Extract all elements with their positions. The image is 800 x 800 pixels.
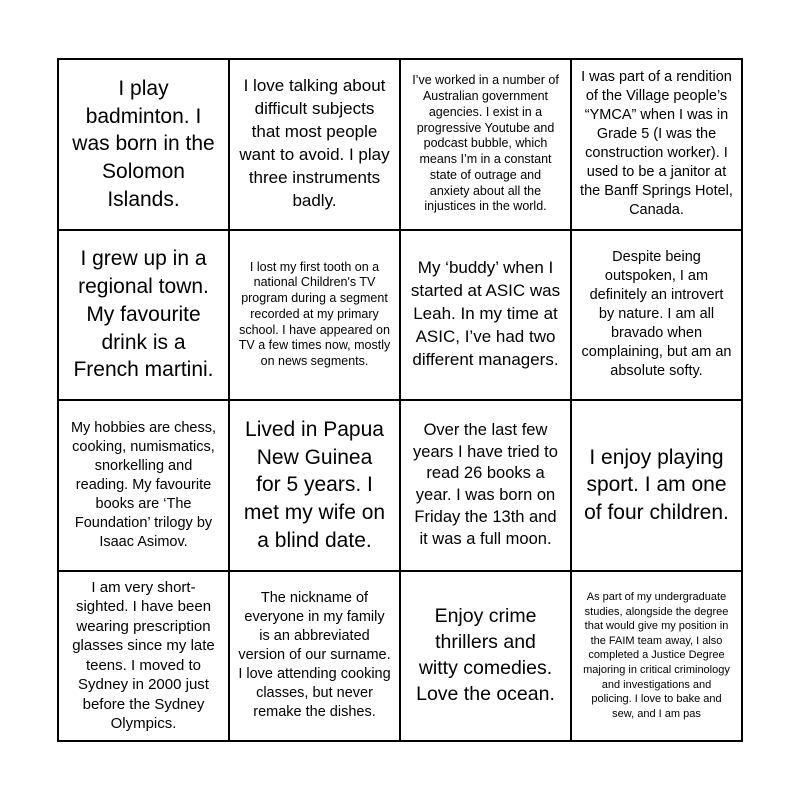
- bingo-cell-text: I was part of a rendition of the Village people’s “YMCA” when I was in Grade 5 (I was the construction worker). I used to be a janitor at the Banff Springs Hotel, Canada.: [580, 69, 733, 219]
- bingo-cell-r3c4[interactable]: [571, 400, 742, 571]
- bingo-cell-r4c3[interactable]: [400, 571, 571, 742]
- bingo-cell-text: I am very short-sighted. I have been wearing prescription glasses since my late teens. I moved to Sydney in 2000 just before the Sydney Olympics.: [72, 578, 215, 733]
- bingo-cell-text: Over the last few years I have tried to read 26 books a year. I was born on Friday the 13th and it was a full moon.: [413, 420, 558, 548]
- bingo-cell-r1c1[interactable]: [58, 59, 229, 230]
- bingo-cell-text: I lost my first tooth on a national Children's TV program during a segment recorded at my primary school. I have appeared on TV a few times now, mostly on news segments.: [238, 259, 391, 369]
- bingo-cell-r4c4[interactable]: [571, 571, 742, 742]
- bingo-cell-r1c3[interactable]: [400, 59, 571, 230]
- bingo-cell-r1c4[interactable]: [571, 59, 742, 230]
- bingo-cell-text: Despite being outspoken, I am definitely an introvert by nature. I am all bravado when complaining, but am an absolute softy.: [581, 249, 732, 380]
- bingo-card: [57, 58, 743, 742]
- bingo-cell-r3c1[interactable]: [58, 400, 229, 571]
- bingo-cell-text: I’ve worked in a number of Australian government agencies. I exist in a progressive Youtube and podcast bubble, which means I’m in a constant state of outrage and anxiety about all the injustices in the world.: [412, 73, 559, 214]
- bingo-cell-r2c4[interactable]: [571, 230, 742, 401]
- bingo-cell-r2c3[interactable]: [400, 230, 571, 401]
- bingo-cell-text: I enjoy playing sport. I am one of four children.: [584, 445, 729, 525]
- bingo-cell-text: My hobbies are chess, cooking, numismatics, snorkelling and reading. My favourite books are ‘The Foundation’ trilogy by Isaac Asimov.: [70, 419, 217, 550]
- bingo-cell-r4c1[interactable]: [58, 571, 229, 742]
- bingo-cell-text: The nickname of everyone in my family is an abbreviated version of our surname. I love attending cooking classes, but never remake the dishes.: [238, 590, 391, 721]
- bingo-cell-text: I grew up in a regional town. My favourite drink is a French martini.: [73, 247, 214, 382]
- bingo-cell-text: Enjoy crime thrillers and witty comedies. Love the ocean.: [416, 604, 555, 705]
- bingo-cell-r3c3[interactable]: [400, 400, 571, 571]
- bingo-cell-r3c2[interactable]: [229, 400, 400, 571]
- bingo-cell-r2c2[interactable]: [229, 230, 400, 401]
- bingo-cell-r4c2[interactable]: [229, 571, 400, 742]
- bingo-cell-text: My ‘buddy’ when I started at ASIC was Leah. In my time at ASIC, I’ve had two different managers.: [410, 258, 561, 370]
- bingo-cell-text: I play badminton. I was born in the Solomon Islands.: [72, 76, 215, 211]
- bingo-cell-text: Lived in Papua New Guinea for 5 years. I met my wife on a blind date.: [243, 417, 386, 552]
- bingo-cell-r2c1[interactable]: [58, 230, 229, 401]
- bingo-cell-r1c2[interactable]: [229, 59, 400, 230]
- bingo-cell-text: As part of my undergraduate studies, alongside the degree that would give my position in the FAIM team away, I also completed a Justice Degree majoring in critical criminology and investigations and policing. I love to bake and sew, and I am pas: [583, 590, 730, 720]
- bingo-cell-text: I love talking about difficult subjects that most people want to avoid. I play three instruments badly.: [239, 76, 390, 211]
